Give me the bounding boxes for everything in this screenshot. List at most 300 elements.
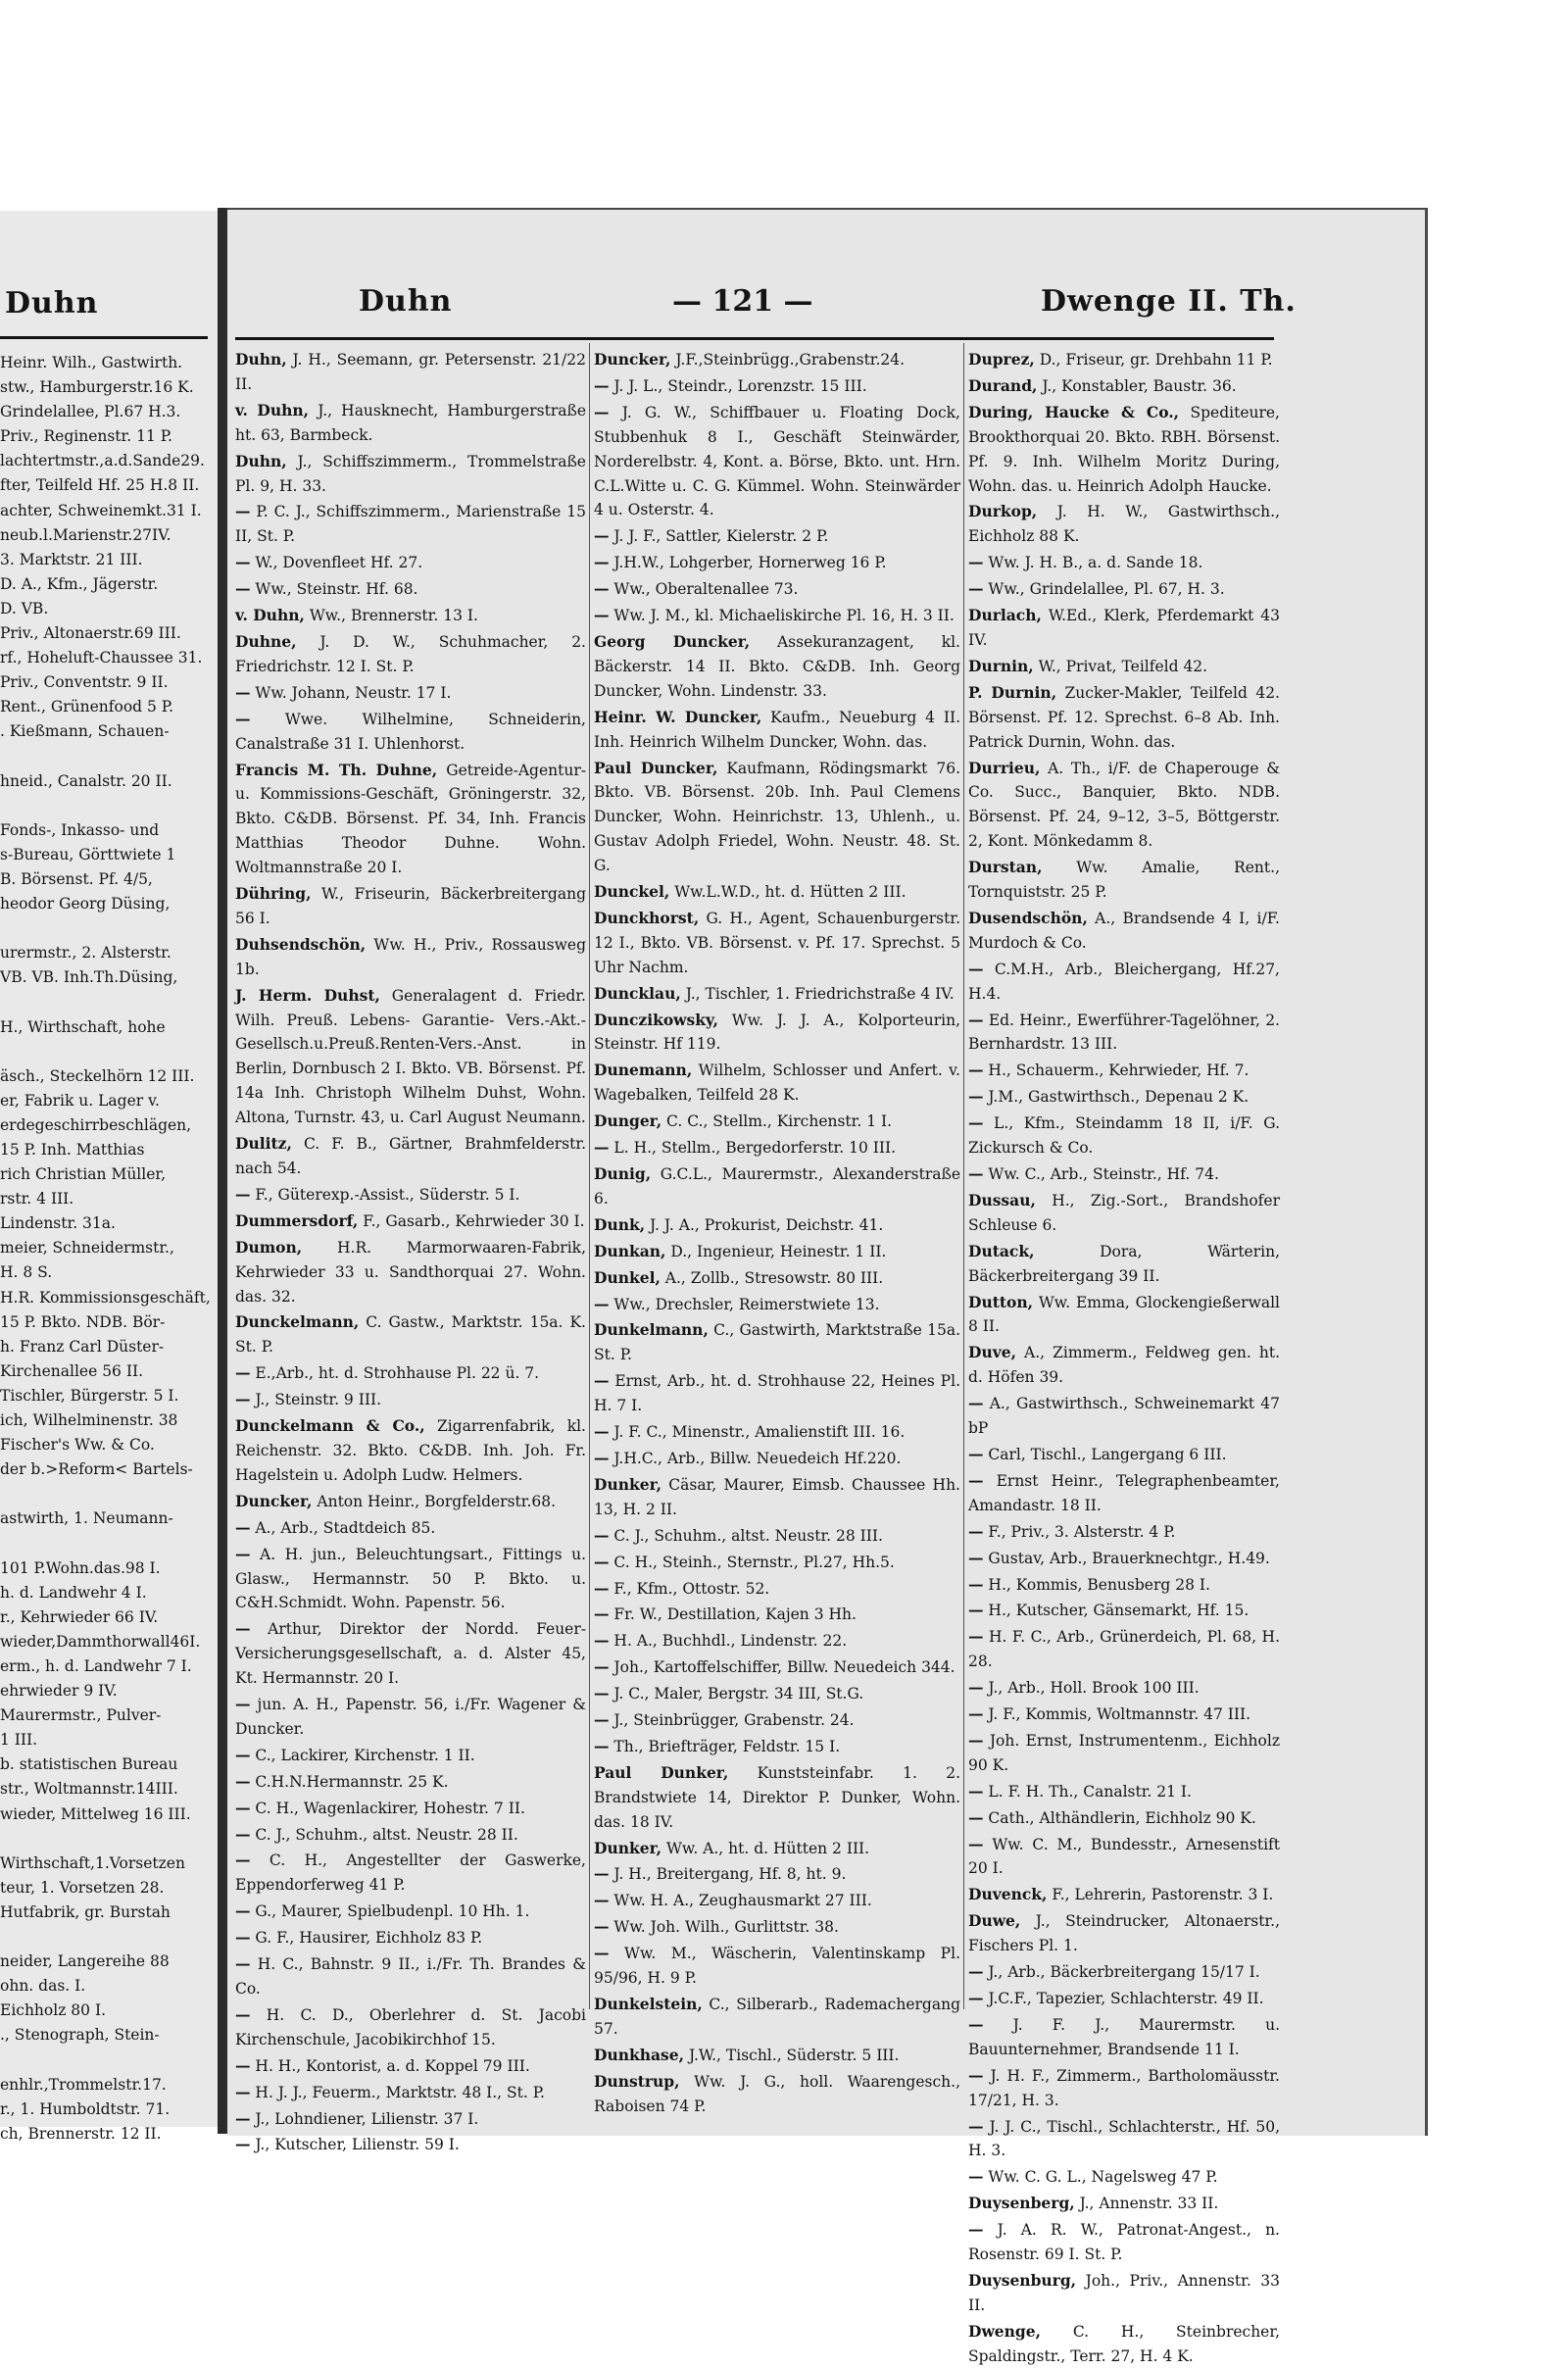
entry-surname: — [235,1798,251,1817]
entry-surname: Duvenck, [968,1885,1048,1904]
entry-details: J., Steinbrügger, Grabenstr. 24. [609,1711,855,1730]
entry-details: C. H., Steinbrecher, Spaldingstr., Terr. 27, H. 4 K. [968,2322,1280,2365]
left-page-line [0,1532,218,1556]
entry-details: H.R. Marmorwaaren-Fabrik, Kehrwieder 33 u. Sandthorquai 27. Wohn. das. 32. [235,1238,586,1306]
entry-surname: Dunczikowsky, [594,1010,718,1029]
directory-entry [235,708,586,757]
left-page-line: fter, Teilfeld Hf. 25 H.8 II. [0,476,200,495]
left-page-line: der b.>Reform< Bartels- [0,1460,193,1479]
entry-surname: — [594,1736,610,1755]
header-left-keyword: Duhn [359,284,453,319]
directory-entry [594,1761,960,1835]
left-page-line: äsch., Steckelhörn 12 III. [0,1066,195,1085]
entry-surname: — [594,1552,610,1571]
left-page-line: enhlr.,Trommelstr.17. [0,2075,167,2094]
directory-entry [594,1915,960,1940]
entry-details: J. H., Breitergang, Hf. 8, ht. 9. [609,1865,847,1884]
entry-details: G.C.L., Maurermstr., Alexanderstraße 6. [594,1165,960,1208]
entry-surname: Dunkelmann, [594,1320,709,1340]
entry-details: Ww. J. G., holl. Waarengesch., Raboisen 74 P. [594,2072,960,2115]
entry-surname: Paul Dunker, [594,1762,729,1782]
entry-surname: — [594,606,610,625]
entry-details: G. H., Agent, Schauenburgerstr. 12 I., Bkto. VB. Börsenst. v. Pf. 17. Sprechst. 5 Uhr Nachm. [594,909,960,976]
entry-details: Ww.L.W.D., ht. d. Hütten 2 III. [669,883,906,902]
directory-entry [968,1469,1280,1518]
entry-details: J.F.,Steinbrügg.,Grabenstr.24. [670,351,906,369]
left-page-line [0,990,218,1014]
directory-entry [968,681,1280,755]
left-page-line: D. A., Kfm., Jägerstr. [0,574,159,593]
directory-entry [968,1960,1280,1985]
entry-surname: — [968,1087,984,1107]
entry-surname: — [968,1627,984,1647]
entry-details: J. D. W., Schuhmacher, 2. Friedrichstr. 12 I. St. P. [235,632,586,675]
entry-surname: Dunker, [594,1474,662,1494]
left-page-line: 1 III. [0,1731,38,1750]
entry-details: Carl, Tischl., Langergang 6 III. [983,1445,1227,1463]
entry-surname: — [594,1631,610,1651]
directory-entry [594,1369,960,1418]
entry-details: Ww. Amalie, Rent., Tornquiststr. 25 P. [968,859,1280,902]
entry-details: W., Privat, Teilfeld 42. [1033,657,1208,675]
directory-entry [594,982,960,1007]
left-page-line: astwirth, 1. Neumann- [0,1509,173,1528]
entry-details: J.W., Tischl., Süderstr. 5 III. [684,2046,900,2064]
entry-details: Ww. M., Wäscherin, Valentinskamp Pl. 95/96, H. 9 P. [594,1945,960,1988]
directory-entry [235,1693,586,1742]
directory-entry [968,1392,1280,1441]
entry-details: C. C., Stellm., Kirchenstr. 1 I. [662,1112,893,1131]
entry-surname: Duncker, [594,350,671,369]
entry-surname: Duhn, [235,350,287,369]
directory-entry [968,1703,1280,1727]
entry-details: Assekuranzagent, kl. Bäckerstr. 14 II. Bkto. C&DB. Inh. Georg Duncker, Wohn. Lindenstr. 33. [594,632,960,700]
left-page-line [0,745,218,769]
entry-details: J. J. F., Sattler, Kielerstr. 2 P. [609,527,829,546]
entry-surname: Dunker, [594,1838,662,1857]
entry-surname: — [594,526,610,546]
entry-surname: P. Durnin, [968,682,1057,702]
entry-surname: — [235,2004,251,2024]
entry-surname: — [594,1684,610,1703]
entry-details: Ww., Steinstr. Hf. 68. [250,580,418,599]
entry-details: C. Gastw., Marktstr. 15a. K. St. P. [235,1313,586,1357]
directory-entry [235,681,586,706]
entry-surname: — [968,1730,984,1750]
left-page-line: Fonds-, Inkasso- und [0,820,160,839]
left-page-line: r., 1. Humboldtstr. 71. [0,2099,171,2118]
directory-entry [968,1240,1280,1289]
entry-surname: Dunkan, [594,1241,666,1260]
entry-details: Cäsar, Maurer, Eimsb. Chaussee Hh. 13, H. 2 II. [594,1475,960,1518]
entry-details: H., Kutscher, Gänsemarkt, Hf. 15. [983,1602,1250,1620]
directory-entry [594,551,960,575]
entry-details: J. A. R. W., Patronat-Angest., n. Rosenstr. 69 I. St. P. [968,2221,1280,2264]
entry-details: C. H., Angestellter der Gaswerke, Eppendorferweg 41 P. [235,1851,586,1895]
directory-entry [594,757,960,879]
directory-entry [235,1849,586,1898]
directory-entry [235,1797,586,1821]
entry-surname: — [968,1601,984,1620]
entry-surname: — [968,2220,984,2240]
page-number: — 121 — [672,284,813,319]
directory-entry [968,2320,1280,2369]
entry-surname: Duwe, [968,1911,1021,1931]
directory-entry [594,1266,960,1291]
entry-surname: — [594,1578,610,1598]
left-page-line: Grindelallee, Pl.67 H.3. [0,403,181,421]
left-page-line: 3. Marktstr. 21 III. [0,550,143,568]
entry-surname: Dutack, [968,1241,1035,1260]
directory-entry [235,1952,586,2001]
entry-surname: Georg Duncker, [594,631,751,651]
entry-details: J. G. W., Schiffbauer u. Floating Dock, Stubbenhuk 8 I., Geschäft Steinwärder, Norderelbstr. 4, Kont. a. Börse, Bkto. unt. Hrn. C.L.Witte u. C. G. Kümmel. Wohn. Steinwärder 4 u. Osterstr. 4. [594,403,960,519]
entry-details: J. J. C., Tischl., Schlachterstr., Hf. 50, H. 3. [968,2117,1280,2160]
entry-surname: — [235,1544,251,1563]
entry-details: H. A., Buchhdl., Lindenstr. 22. [609,1632,848,1651]
directory-entry [968,1085,1280,1110]
directory-entry [235,1900,586,1924]
directory-entry [968,1806,1280,1831]
entry-details: J., Hausknecht, Hamburgerstraße ht. 63, Barmbeck. [235,401,586,444]
directory-entry [968,1780,1280,1804]
left-page-line: Heinr. Wilh., Gastwirth. [0,354,183,371]
left-page-line: Priv., Reginenstr. 11 P. [0,427,172,446]
left-page-line: wieder, Mittelweg 16 III. [0,1804,191,1823]
directory-entry [235,2107,586,2132]
entry-surname: Dummersdorf, [235,1210,359,1230]
entry-surname: — [968,553,984,572]
entry-details: J., Arb., Holl. Brook 100 III. [983,1679,1200,1698]
entry-surname: — [594,1917,610,1937]
directory-entry [235,2003,586,2052]
directory-entry [235,1516,586,1541]
entry-details: Ww. Emma, Glockengießerwall 8 II. [968,1293,1280,1336]
entry-surname: — [968,1444,984,1463]
entry-details: J., Annenstr. 33 II. [1074,2195,1219,2213]
entry-surname: — [235,1771,251,1791]
entry-surname: — [235,1184,251,1204]
directory-entry [235,1744,586,1768]
entry-details: Joh., Kartoffelschiffer, Billw. Neuedeich 344. [609,1658,956,1677]
entry-details: H. C., Bahnstr. 9 II., i./Fr. Th. Brandes & Co. [235,1955,586,1998]
header-rule [235,337,1274,340]
left-page-line: erm., h. d. Landwehr 7 I. [0,1656,192,1675]
entry-surname: — [594,1138,610,1158]
entry-surname: Dussau, [968,1190,1036,1209]
directory-entry [968,374,1280,399]
entry-details: Spediteure, Brookthorquai 20. Bkto. RBH. Börsenst. Pf. 9. Inh. Wilhelm Moritz During, Wohn. das. u. Heinrich Adolph Haucke. [968,403,1280,495]
directory-entry [594,1655,960,1680]
directory-entry [968,2165,1280,2190]
directory-entry [594,1862,960,1887]
entry-details: J., Steinstr. 9 III. [250,1391,382,1409]
directory-entry [968,1987,1280,2011]
entry-details: C. H., Wagenlackirer, Hohestr. 7 II. [250,1799,525,1817]
entry-details: C., Silberarb., Rademachergang 57. [594,1996,960,2038]
entry-details: Ww. H., Priv., Rossausweg 1b. [235,935,586,978]
left-page-line: ich, Wilhelminenstr. 38 [0,1411,178,1430]
entry-details: L. H., Stellm., Bergedorferstr. 10 III. [609,1139,897,1158]
left-page-line: 101 P.Wohn.das.98 I. [0,1558,161,1577]
entry-details: Ww. A., ht. d. Hütten 2 III. [662,1839,870,1857]
entry-details: C. F. B., Gärtner, Brahmfelderstr. nach 54. [235,1135,586,1177]
entry-details: J., Schiffszimmerm., Trommelstraße Pl. 9, H. 33. [235,452,586,495]
left-page-line: neub.l.Marienstr.27IV. [0,525,172,544]
entry-details: C. J., Schuhm., altst. Neustr. 28 III. [609,1526,883,1545]
directory-entry [968,1189,1280,1238]
directory-entry [594,2044,960,2068]
entry-surname: — [594,1294,610,1313]
left-page-line: Lindenstr. 31a. [0,1214,116,1233]
entry-details: P. C. J., Schiffszimmerm., Marienstraße 15 II, St. P. [235,503,586,546]
directory-entry [235,630,586,679]
directory-entry [235,399,586,448]
directory-entry [594,1993,960,2042]
entry-surname: — [968,1989,984,2007]
entry-surname: — [235,2055,251,2075]
entry-surname: — [594,1448,610,1467]
entry-details: Ww. C., Arb., Steinstr., Hf. 74. [983,1165,1219,1183]
entry-surname: Dühring, [235,884,312,904]
entry-details: F., Priv., 3. Alsterstr. 4 P. [983,1522,1176,1541]
entry-details: C., Lackirer, Kirchenstr. 1 II. [250,1746,475,1764]
left-page-line: b. statistischen Bureau [0,1755,178,1774]
entry-surname: — [594,1525,610,1545]
entry-details: L. F. H. Th., Canalstr. 21 I. [983,1782,1192,1801]
entry-surname: Dumon, [235,1237,303,1257]
left-page-line: ., Stenograph, Stein- [0,2026,160,2045]
directory-entry [594,1603,960,1627]
left-page-line: H. 8 S. [0,1263,53,1282]
entry-surname: — [594,1371,610,1391]
directory-entry [968,2064,1280,2113]
directory-entry [235,1183,586,1208]
entry-details: C. H., Steinh., Sternstr., Pl.27, Hh.5. [609,1553,895,1571]
entry-surname: Durlach, [968,606,1042,625]
entry-details: L., Kfm., Steindamm 18 II, i/F. G. Zickursch & Co. [968,1114,1280,1158]
left-page-line: Rent., Grünenfood 5 P. [0,698,174,716]
entry-details: G., Maurer, Spielbudenpl. 10 Hh. 1. [250,1902,530,1921]
left-page-line: ehrwieder 9 IV. [0,1682,118,1701]
directory-entry [968,1009,1280,1058]
directory-entry [594,1009,960,1058]
left-page-line: stw., Hamburgerstr.16 K. [0,378,194,397]
entry-details: W.Ed., Klerk, Pferdemarkt 43 IV. [968,607,1280,649]
entry-details: J., Konstabler, Baustr. 36. [1037,376,1237,395]
entry-details: A., Zimmerm., Feldweg gen. ht. d. Höfen 39. [968,1344,1280,1387]
entry-surname: — [594,1710,610,1730]
left-page-line: Fischer's Ww. & Co. [0,1436,155,1455]
directory-entry [235,1209,586,1234]
entry-surname: — [235,1363,251,1383]
directory-entry [968,1547,1280,1571]
directory-entry [968,1291,1280,1340]
directory-entry [968,1162,1280,1187]
directory-entry [235,1543,586,1616]
entry-surname: Durnin, [968,656,1034,675]
left-header-rule [0,336,208,339]
directory-entry [968,1059,1280,1083]
entry-details: A., Zollb., Stresowstr. 80 III. [660,1268,884,1287]
directory-entry [968,1341,1280,1390]
entry-surname: Dunstrup, [594,2071,680,2091]
entry-details: J. H. W., Gastwirthsch., Eichholz 88 K. [968,503,1280,546]
entry-details: W., Dovenfleet Hf. 27. [250,554,423,572]
directory-entry [235,1361,586,1386]
entry-surname: Duhn, [235,451,287,470]
left-page-line: ch, Brennerstr. 12 II. [0,2124,162,2143]
entry-details: Getreide-Agentur- u. Kommissions-Geschäft, Gröningerstr. 32, Bkto. C&DB. Börsenst. Pf. 34, Inh. Francis Matthias Theodor Duhne. Wohn. Woltmannstraße 20 I. [235,761,586,877]
directory-entry [968,655,1280,679]
directory-entry [235,933,586,982]
entry-surname: — [235,1390,251,1409]
entry-surname: Dunger, [594,1111,662,1131]
entry-details: C., Gastwirth, Marktstraße 15a. St. P. [594,1321,960,1364]
entry-details: Th., Briefträger, Feldstr. 15 I. [609,1737,841,1755]
entry-details: J.H.W., Lohgerber, Hornerweg 16 P. [609,554,887,572]
entry-surname: — [235,1954,251,1974]
directory-entry [594,1059,960,1108]
directory-entry [594,1110,960,1134]
entry-details: Ww. C. G. L., Nagelsweg 47 P. [983,2168,1218,2187]
directory-entry [968,2192,1280,2216]
entry-details: A., Arb., Stadtdeich 85. [250,1518,436,1537]
left-page-line: heodor Georg Düsing, [0,895,171,913]
left-page-line: VB. VB. Inh.Th.Düsing, [0,968,178,987]
entry-details: Ww., Brennerstr. 13 I. [304,607,478,625]
entry-surname: Dunkel, [594,1267,661,1287]
directory-entry [968,1111,1280,1160]
entry-details: F., Gasarb., Kehrwieder 30 I. [358,1211,585,1230]
entry-surname: — [235,553,251,572]
entry-surname: Heinr. W. Duncker, [594,707,762,726]
directory-entry [235,551,586,575]
entry-surname: — [235,1928,251,1948]
directory-entry [594,1629,960,1653]
entry-surname: — [235,2135,251,2154]
directory-entry [594,1473,960,1522]
directory-entry [594,706,960,755]
entry-surname: Dunckelmann, [235,1312,360,1332]
directory-entry [594,880,960,905]
entry-surname: — [968,1010,984,1029]
column-divider [963,343,964,2009]
directory-entry [968,1676,1280,1701]
directory-entry [235,1617,586,1691]
entry-surname: — [968,1704,984,1724]
entry-surname: Dutton, [968,1292,1034,1311]
entry-surname: — [968,1678,984,1698]
entry-details: H. H., Kontorist, a. d. Koppel 79 III. [250,2056,530,2075]
directory-entry [235,1388,586,1412]
entry-details: F., Lehrerin, Pastorenstr. 3 I. [1047,1886,1274,1904]
entry-surname: — [235,1695,251,1714]
entry-surname: — [235,2082,251,2101]
entry-surname: — [968,2116,984,2136]
entry-details: J. J. A., Prokurist, Deichstr. 41. [645,1215,884,1234]
entry-surname: Dunk, [594,1214,646,1234]
directory-entry [968,1883,1280,1907]
left-page-line: h. Franz Carl Düster- [0,1337,165,1356]
left-page-line: . Kießmann, Schauen- [0,722,170,741]
entry-details: J. F. C., Minenstr., Amalienstift III. 16. [609,1423,906,1442]
entry-surname: Francis M. Th. Duhne, [235,760,438,779]
entry-surname: — [968,2065,984,2085]
left-page-line: hneid., Canalstr. 20 II. [0,771,172,790]
entry-surname: — [968,2014,984,2034]
entry-details: C.M.H., Arb., Bleichergang, Hf.27, H.4. [968,960,1280,1003]
entry-surname: Durand, [968,375,1038,395]
directory-entry [594,1524,960,1549]
column-divider [589,343,590,2009]
left-page-line [0,2048,218,2072]
entry-surname: Dunkelstein, [594,1995,703,2013]
directory-entry [594,1240,960,1264]
left-page-line: lachtertmstr.,a.d.Sande29. [0,452,205,470]
directory-entry [235,2054,586,2079]
entry-surname: Dulitz, [235,1134,292,1154]
entry-surname: — [968,1574,984,1594]
entry-surname: Dunckel, [594,882,670,902]
directory-entry [594,1162,960,1211]
entry-details: H., Kommis, Benusberg 28 I. [983,1575,1210,1594]
directory-entry [968,1443,1280,1467]
entry-details: Wwe. Wilhelmine, Schneiderin, Canalstraße 31 I. Uhlenhorst. [235,710,586,753]
directory-entry [235,1926,586,1950]
entry-surname: Durkop, [968,502,1038,521]
entry-details: Cath., Althändlerin, Eichholz 90 K. [983,1808,1256,1827]
directory-entry [594,1837,960,1861]
entry-details: F., Güterexp.-Assist., Süderstr. 5 I. [250,1185,520,1204]
entry-surname: J. Herm. Duhst, [235,985,380,1005]
directory-entry [235,1310,586,1359]
entry-surname: — [594,1944,610,1963]
directory-entry [235,1770,586,1795]
entry-surname: Dunckelmann & Co., [235,1416,425,1436]
directory-entry [235,1490,586,1514]
page-header [235,263,1297,319]
left-page-line: teur, 1. Vorsetzen 28. [0,1878,165,1897]
entry-details: J.H.C., Arb., Billw. Neuedeich Hf.220. [609,1449,902,1467]
entry-details: Ed. Heinr., Ewerführer-Tagelöhner, 2. Bernhardstr. 13 III. [968,1011,1280,1054]
entry-details: J., Tischler, 1. Friedrichstraße 4 IV. [680,984,955,1003]
left-page-line: ohn. das. I. [0,1977,86,1996]
directory-entry [235,1414,586,1488]
entry-surname: — [594,579,610,599]
left-page-line: er, Fabrik u. Lager v. [0,1091,160,1110]
entry-details: Ernst Heinr., Telegraphenbeamter, Amandastr. 18 II. [968,1471,1280,1514]
left-page-line: str., Woltmannstr.14III. [0,1780,178,1799]
entry-details: C. J., Schuhm., altst. Neustr. 28 II. [250,1825,518,1844]
directory-column-1 [235,348,586,2154]
directory-entry [235,882,586,931]
left-page-column [0,351,218,2143]
directory-entry [968,1520,1280,1545]
entry-details: J., Lohndiener, Lilienstr. 37 I. [250,2109,479,2128]
entry-details: F., Kfm., Ottostr. 52. [609,1579,770,1598]
entry-surname: — [594,1864,610,1884]
entry-surname: Durrieu, [968,758,1041,777]
entry-surname: v. Duhn, [235,400,310,420]
left-page-line: rf., Hoheluft-Chaussee 31. [0,649,203,667]
directory-entry [235,450,586,499]
entry-details: Zigarrenfabrik, kl. Reichenstr. 32. Bkto. C&DB. Inh. Joh. Fr. Hagelstein u. Adolph Ludw. Helmers. [235,1417,586,1484]
entry-details: D., Friseur, gr. Drehbahn 11 P. [1034,351,1273,369]
entry-surname: — [968,1781,984,1801]
entry-details: J., Kutscher, Lilienstr. 59 I. [250,2136,460,2154]
entry-surname: Paul Duncker, [594,758,718,777]
